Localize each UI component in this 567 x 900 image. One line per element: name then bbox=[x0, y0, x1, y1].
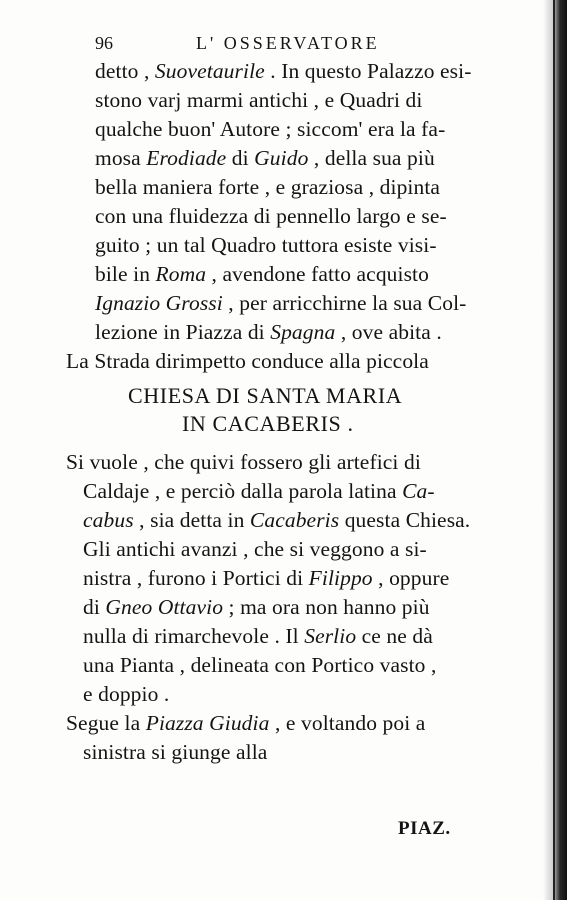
heading-line-2: IN CACABERIS . bbox=[182, 411, 354, 436]
text-run: e doppio . bbox=[83, 682, 170, 706]
text-run: lezione in Piazza di bbox=[95, 320, 271, 344]
text-run: nulla di rimarchevole . Il bbox=[83, 624, 305, 648]
text-line bbox=[83, 539, 427, 561]
italic-text-run: Spagna bbox=[270, 320, 336, 344]
binding-edge bbox=[553, 0, 555, 900]
italic-text-run: Guido bbox=[254, 146, 309, 170]
text-run: , della sua più bbox=[308, 146, 435, 170]
italic-text-run: Piazza Giudia bbox=[145, 711, 270, 735]
italic-text-run: cabus bbox=[83, 508, 134, 532]
text-run: ce ne dà bbox=[356, 624, 433, 648]
text-run: Segue la bbox=[66, 711, 146, 735]
text-line bbox=[95, 148, 435, 170]
text-line bbox=[83, 481, 435, 503]
italic-text-run: Ignazio Grossi bbox=[95, 291, 223, 315]
text-run: di bbox=[226, 146, 255, 170]
text-run: . In questo Palazzo esi- bbox=[264, 59, 472, 83]
text-run: di bbox=[83, 595, 106, 619]
text-run: , ove abita . bbox=[335, 320, 442, 344]
text-run: mosa bbox=[95, 146, 147, 170]
text-run: , e voltando poi a bbox=[269, 711, 426, 735]
catchword: PIAZ. bbox=[398, 818, 451, 839]
italic-text-run: Gneo Ottavio bbox=[105, 595, 224, 619]
text-line bbox=[83, 568, 449, 590]
text-line bbox=[95, 293, 466, 315]
text-line bbox=[83, 684, 169, 706]
text-run: , per arricchirne la sua Col- bbox=[222, 291, 467, 315]
text-line bbox=[83, 626, 433, 648]
page-number: 96 bbox=[95, 33, 113, 53]
text-run: La Strada dirimpetto conduce alla piccola bbox=[66, 349, 429, 373]
text-run: una Pianta , delineata con Portico vasto , bbox=[83, 653, 437, 677]
text-run: Gli antichi avanzi , che si veggono a si- bbox=[83, 537, 427, 561]
text-run: Si vuole , che quivi fossero gli artefici di bbox=[66, 450, 421, 474]
text-line bbox=[83, 655, 436, 677]
text-line bbox=[83, 510, 470, 532]
heading-line-1: CHIESA DI SANTA MARIA bbox=[128, 383, 403, 408]
italic-text-run: Filippo bbox=[308, 566, 373, 590]
text-run: Caldaje , e perciò dalla parola latina bbox=[83, 479, 403, 503]
text-line bbox=[95, 61, 471, 83]
text-run: bella maniera forte , e graziosa , dipinta bbox=[95, 175, 441, 199]
text-run: stono varj marmi antichi , e Quadri di bbox=[95, 88, 423, 112]
text-run: ; ma ora non hanno più bbox=[223, 595, 430, 619]
text-line bbox=[95, 119, 445, 141]
text-run: bile in bbox=[95, 262, 156, 286]
text-line bbox=[66, 452, 421, 474]
text-run: guito ; un tal Quadro tuttora esiste visi- bbox=[95, 233, 437, 257]
text-run: , sia detta in bbox=[133, 508, 250, 532]
text-line bbox=[95, 264, 429, 286]
text-line bbox=[95, 90, 422, 112]
italic-text-run: Cacaberis bbox=[249, 508, 340, 532]
text-run: con una fluidezza di pennello largo e se- bbox=[95, 204, 447, 228]
running-head: L' OSSERVATORE bbox=[196, 33, 380, 53]
text-run: detto , bbox=[95, 59, 155, 83]
text-run: qualche buon' Autore ; siccom' era la fa- bbox=[95, 117, 446, 141]
text-line bbox=[83, 597, 430, 619]
text-line bbox=[95, 177, 440, 199]
italic-text-run: Roma bbox=[155, 262, 207, 286]
text-line bbox=[95, 322, 442, 344]
italic-text-run: Serlio bbox=[304, 624, 357, 648]
text-line bbox=[83, 742, 267, 764]
text-line bbox=[66, 713, 425, 735]
italic-text-run: Suovetaurile bbox=[154, 59, 265, 83]
text-run: nistra , furono i Portici di bbox=[83, 566, 309, 590]
text-line bbox=[66, 351, 429, 373]
text-line bbox=[95, 206, 447, 228]
page-gutter-shadow bbox=[543, 0, 567, 900]
text-line bbox=[95, 235, 437, 257]
text-run: questa Chiesa. bbox=[339, 508, 471, 532]
italic-text-run: Ca- bbox=[402, 479, 435, 503]
text-run: , avendone fatto acquisto bbox=[206, 262, 429, 286]
italic-text-run: Erodiade bbox=[146, 146, 227, 170]
text-run: sinistra si giunge alla bbox=[83, 740, 268, 764]
text-run: , oppure bbox=[372, 566, 450, 590]
